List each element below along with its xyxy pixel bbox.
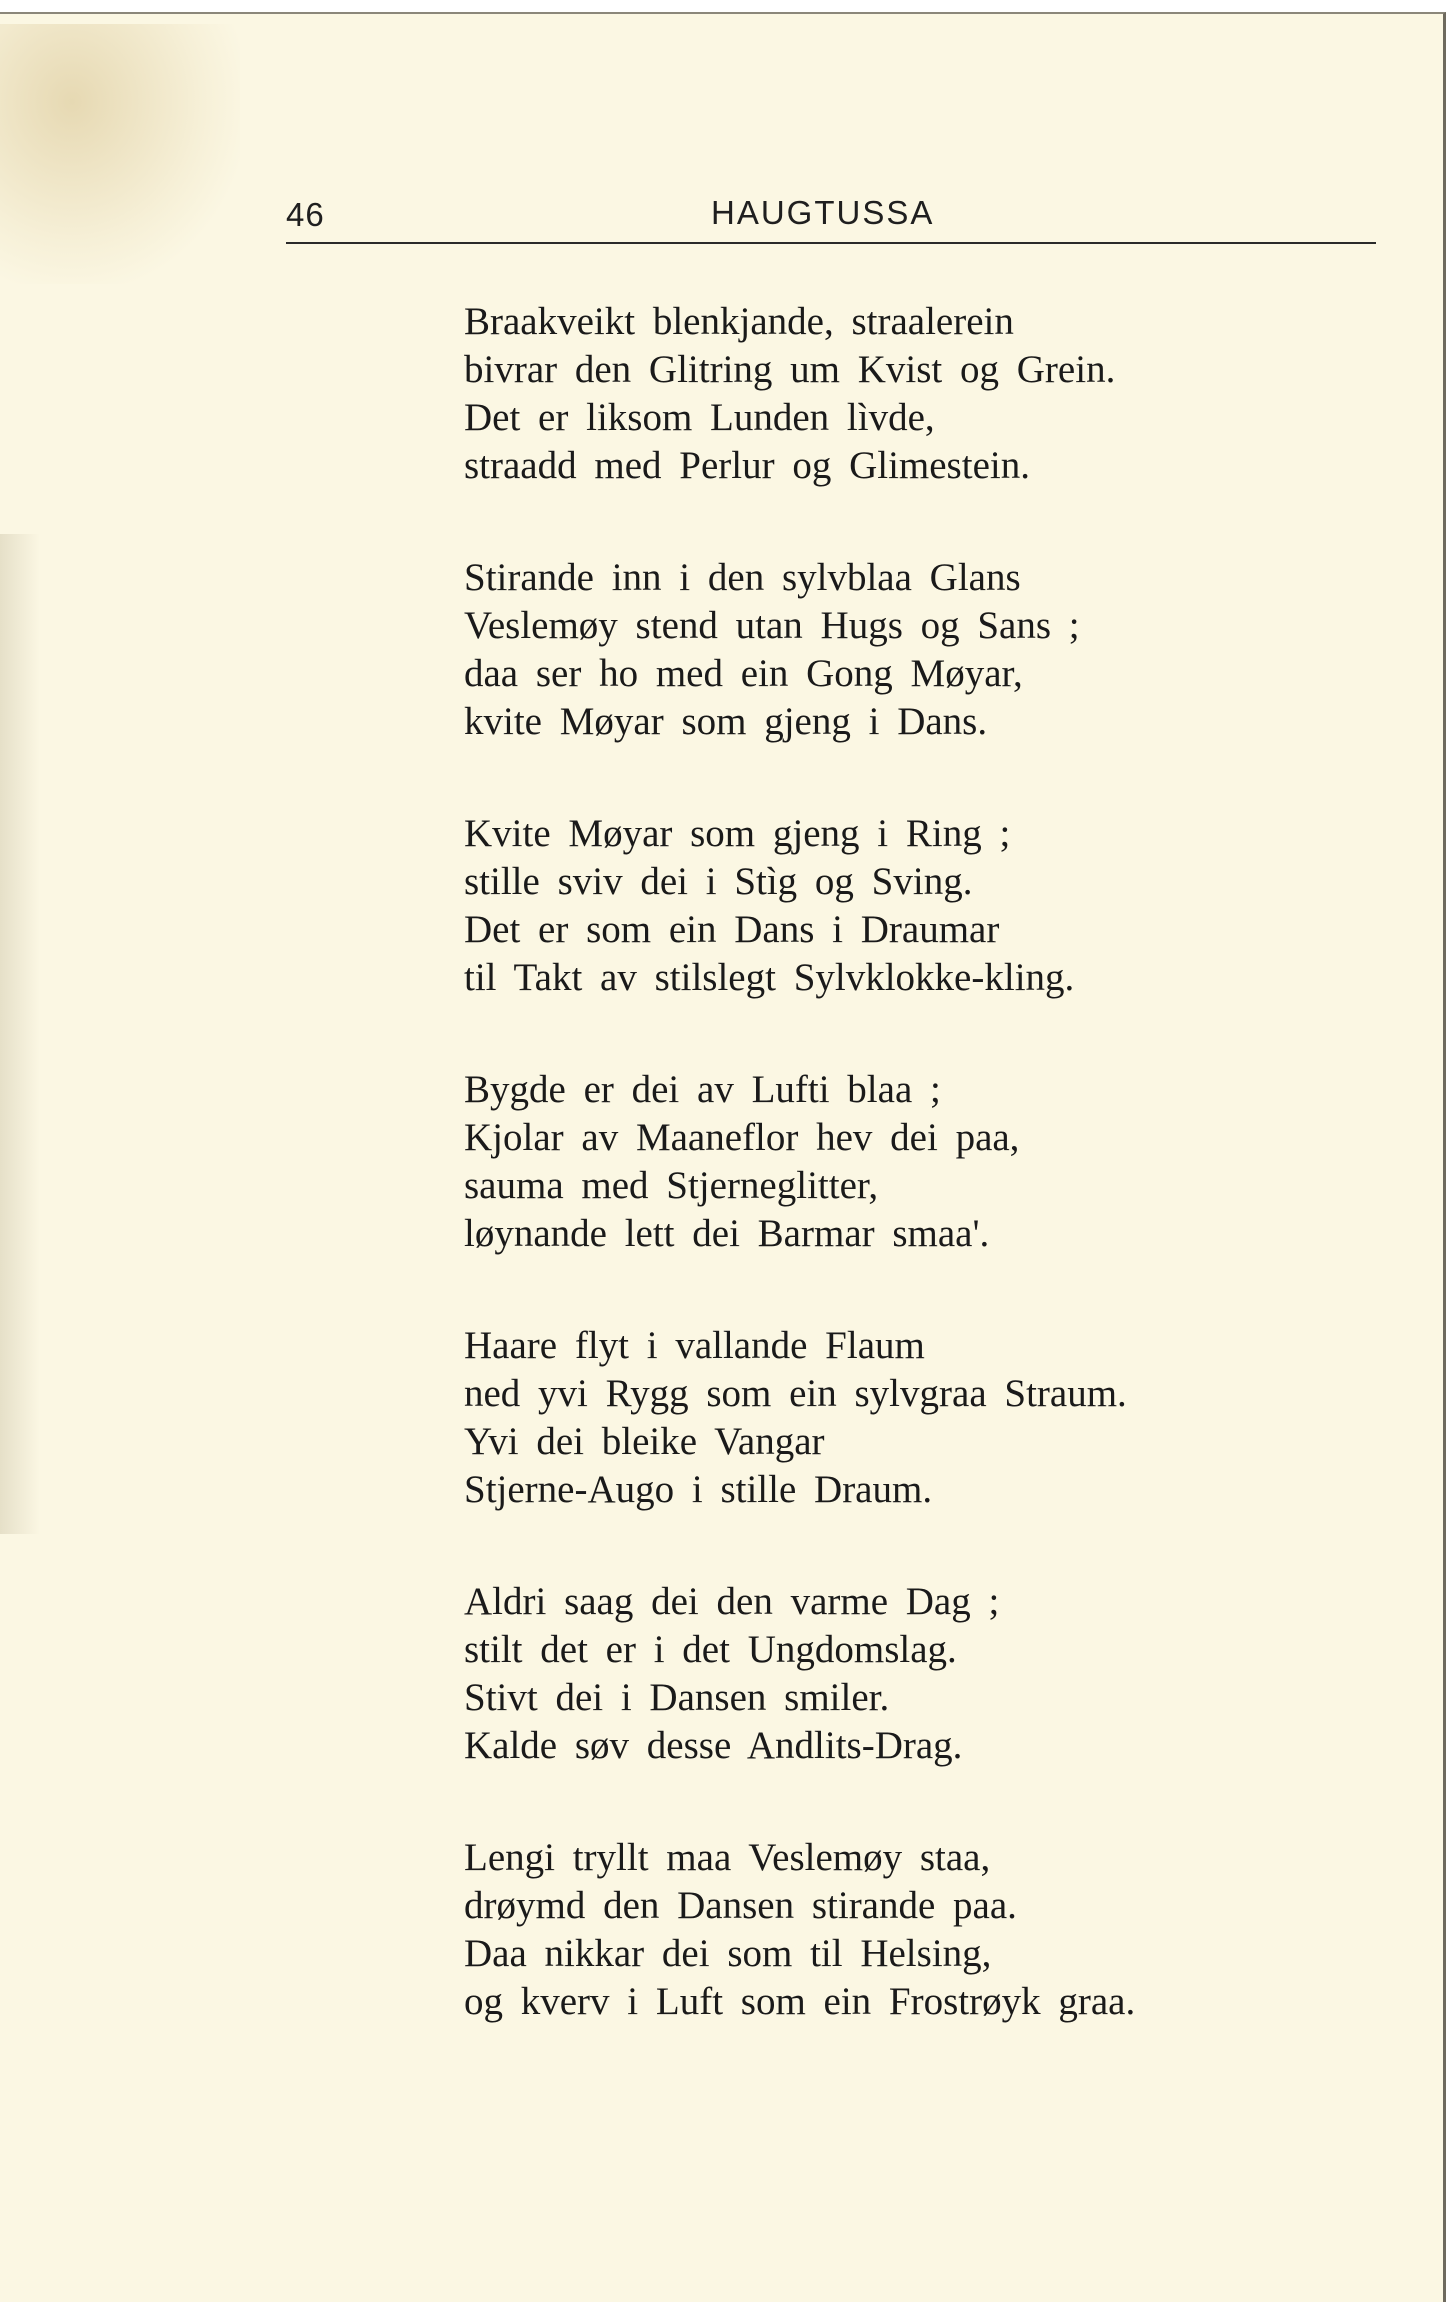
stanza [464,810,1424,1002]
poem-line: Kvite Møyar som gjeng i Ring ; [464,812,1011,855]
poem-line: drøymd den Dansen stirande paa. [464,1884,1017,1927]
stanza [464,1578,1424,1770]
poem-line: Aldri saag dei den varme Dag ; [464,1580,1000,1623]
poem-line: daa ser ho med ein Gong Møyar, [464,652,1023,695]
poem-line: og kverv i Luft som ein Frostrøyk graa. [464,1980,1136,2023]
poem-line: Daa nikkar dei som til Helsing, [464,1932,992,1975]
poem-line: Stivt dei i Dansen smiler. [464,1676,890,1719]
page-header [286,184,1376,244]
poem-line: Veslemøy stend utan Hugs og Sans ; [464,604,1080,647]
poem-line: Stirande inn i den sylvblaa Glans [464,556,1021,599]
poem-line: Stjerne-Augo i stille Draum. [464,1468,933,1511]
poem-line: straadd med Perlur og Glimestein. [464,444,1030,487]
poem-line: Kjolar av Maaneflor hev dei paa, [464,1116,1020,1159]
poem-line: sauma med Stjerneglitter, [464,1164,879,1207]
poem-body [464,298,1424,2090]
poem-line: Lengi tryllt maa Veslemøy staa, [464,1836,991,1879]
poem-line: Yvi dei bleike Vangar [464,1420,825,1463]
page-number: 46 [286,196,325,233]
running-title: HAUGTUSSA [711,194,935,231]
poem-line: bivrar den Glitring um Kvist og Grein. [464,348,1116,391]
stanza [464,1066,1424,1258]
stanza [464,554,1424,746]
book-page [0,12,1446,2302]
poem-line: kvite Møyar som gjeng i Dans. [464,700,988,743]
poem-line: Det er liksom Lunden lìvde, [464,396,935,439]
poem-line: stilt det er i det Ungdomslag. [464,1628,957,1671]
poem-line: til Takt av stilslegt Sylvklokke-kling. [464,956,1075,999]
poem-line: ned yvi Rygg som ein sylvgraa Straum. [464,1372,1127,1415]
stanza [464,298,1424,490]
poem-line: stille sviv dei i Stìg og Sving. [464,860,973,903]
stanza [464,1322,1424,1514]
stanza [464,1834,1424,2026]
poem-line: Haare flyt i vallande Flaum [464,1324,925,1367]
poem-line: Braakveikt blenkjande, straalerein [464,300,1014,343]
poem-line: Bygde er dei av Lufti blaa ; [464,1068,941,1111]
poem-line: Kalde søv desse Andlits-Drag. [464,1724,963,1767]
poem-line: løynande lett dei Barmar smaa'. [464,1212,990,1255]
poem-line: Det er som ein Dans i Draumar [464,908,1000,951]
